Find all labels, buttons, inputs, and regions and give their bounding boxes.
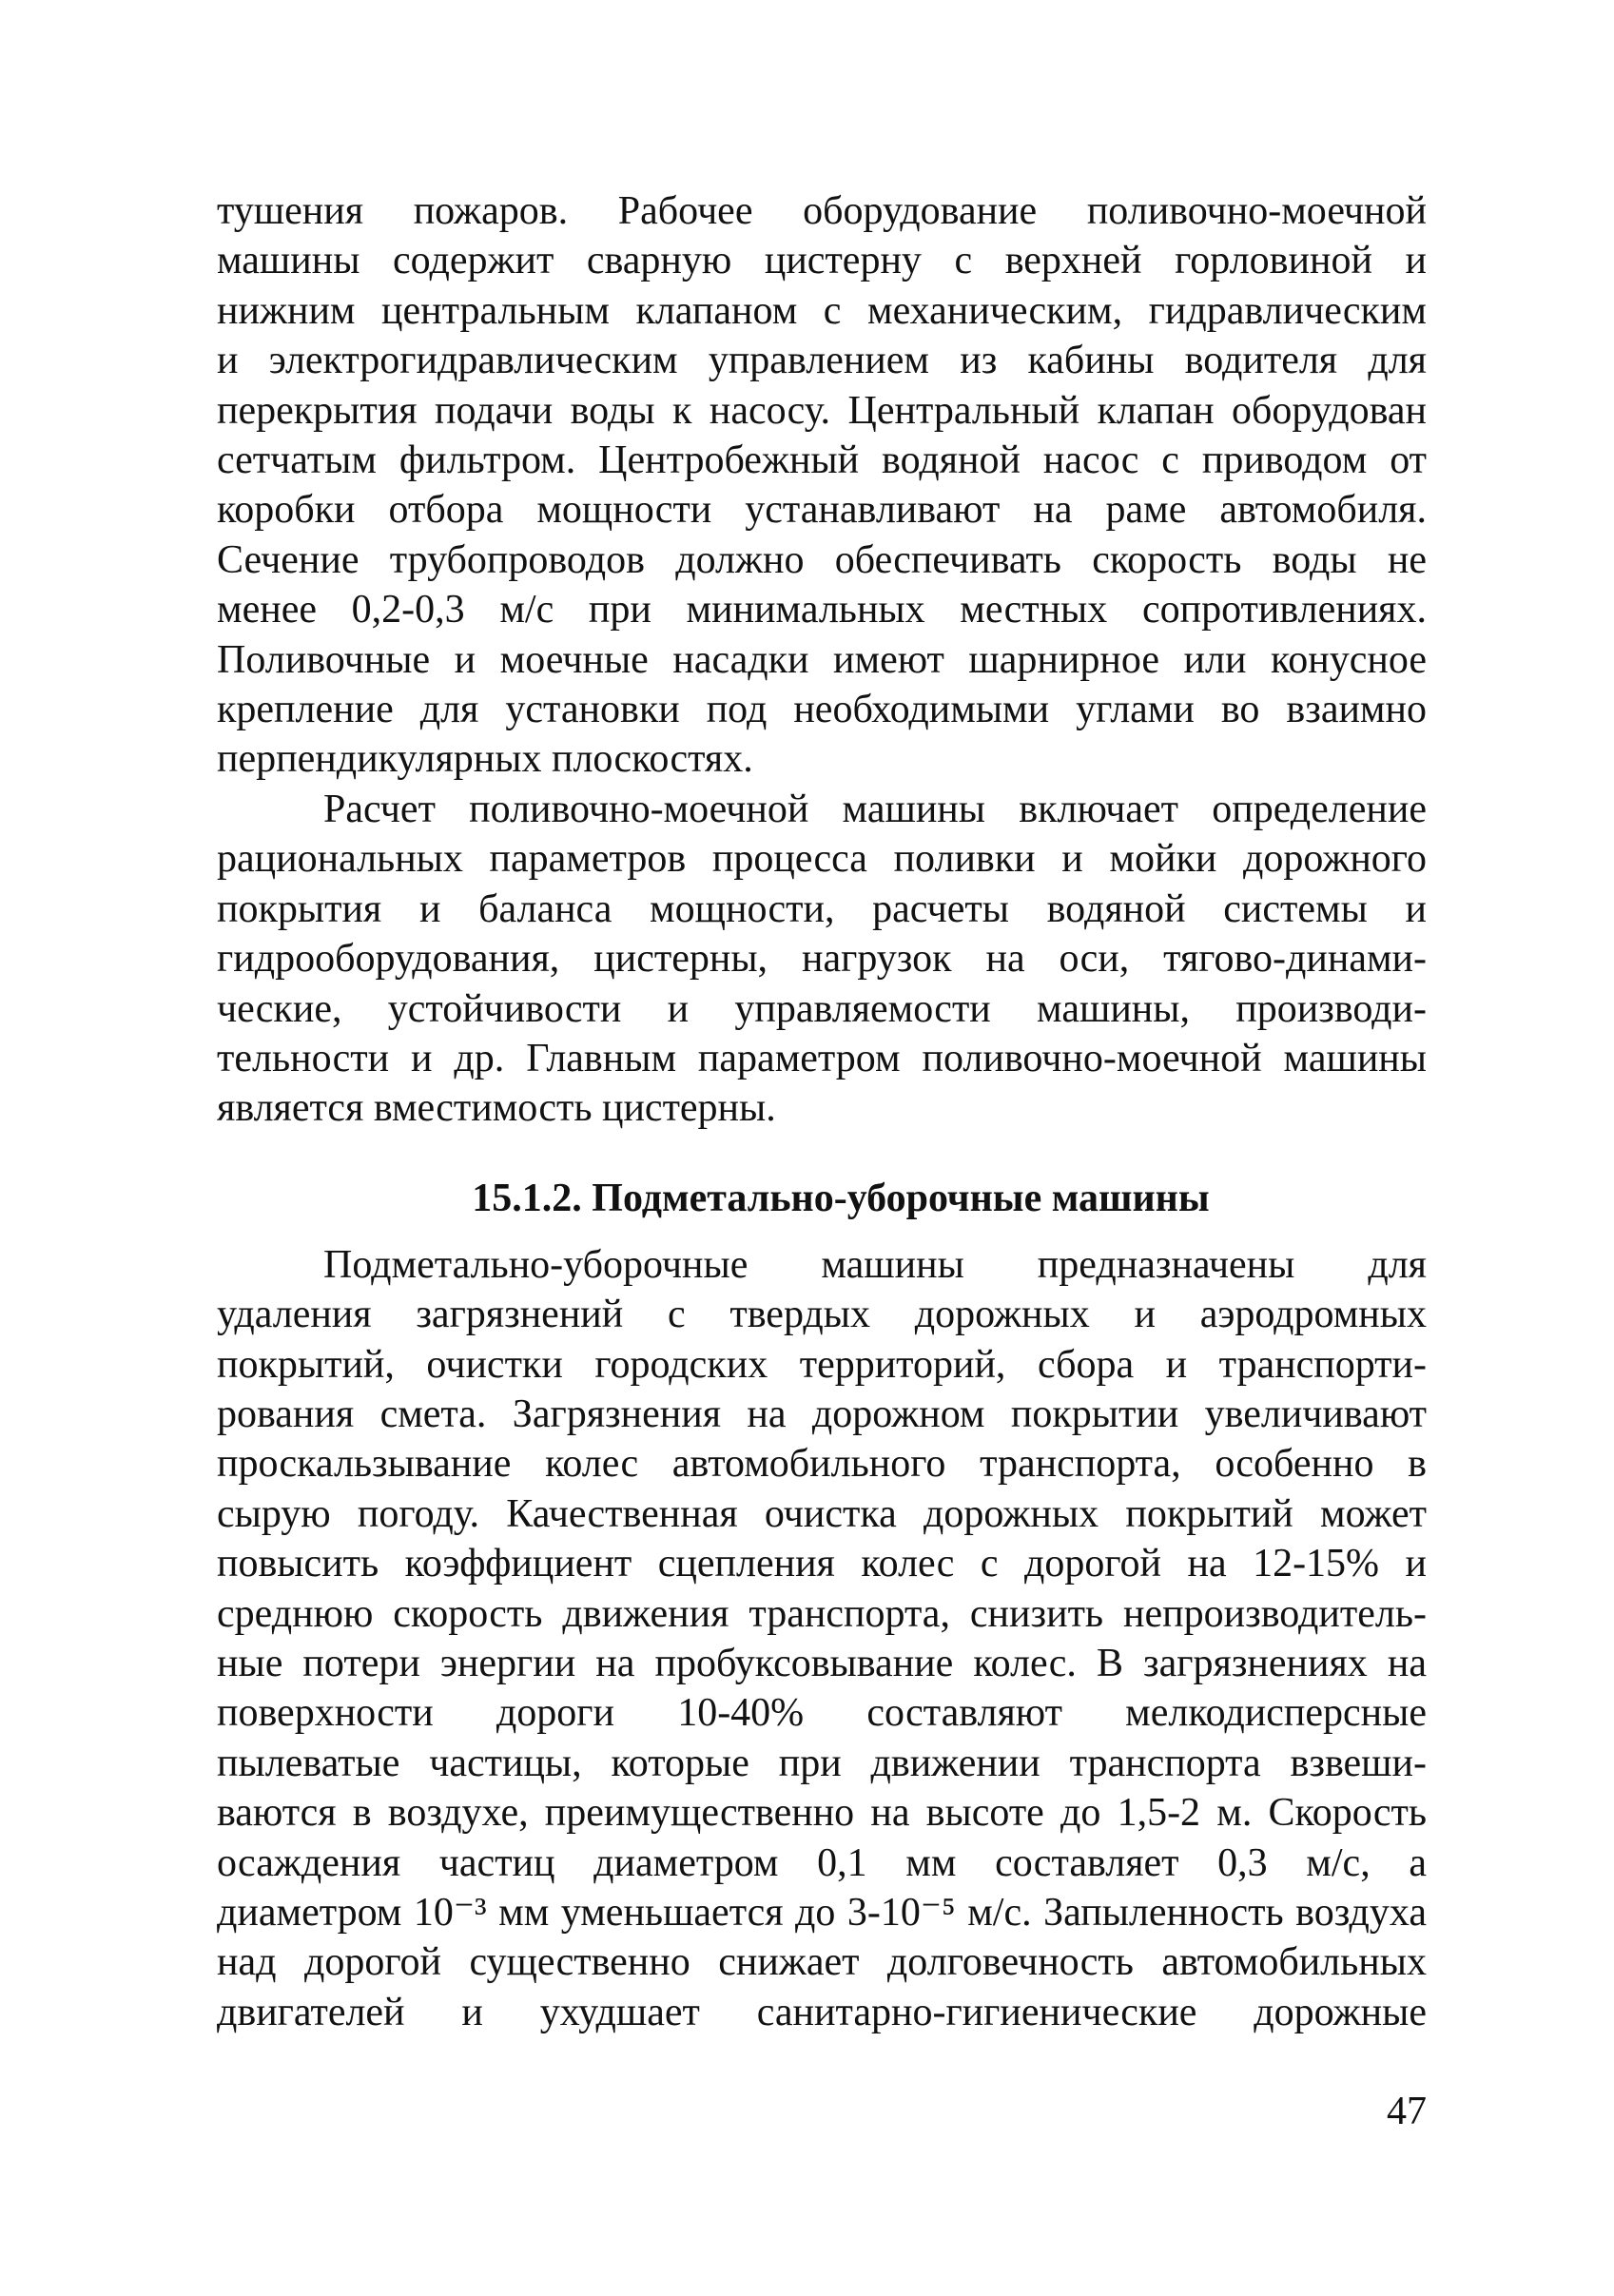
text-line: крепление для установки под необходимыми углами во взаимно — [217, 688, 1427, 732]
text-line: ные потери энергии на пробуксовывание колес. В загрязнениях на — [217, 1641, 1427, 1685]
text-line: перекрытия подачи воды к насосу. Центральный клапан оборудован — [217, 388, 1427, 433]
spacer — [217, 1134, 1427, 1174]
text-line: пылеватые частицы, которые при движении транспорта взвеши- — [217, 1741, 1427, 1785]
text-line: тушения пожаров. Рабочее оборудование поливочно-моечной — [217, 189, 1427, 233]
text-line: сырую погоду. Качественная очистка дорожных покрытий может — [217, 1491, 1427, 1536]
text-line: сетчатым фильтром. Центробежный водяной насос с приводом от — [217, 438, 1427, 483]
text-line: рациональных параметров процесса поливки и мойки дорожного — [217, 837, 1427, 882]
text-line: осаждения частиц диаметром 0,1 мм составляет 0,3 м/с, а — [217, 1840, 1427, 1885]
document-page — [217, 186, 1427, 2184]
text-line: перпендикулярных плоскостях. — [217, 737, 753, 782]
text-line: поверхности дороги 10-40% составляют мелкодисперсные — [217, 1691, 1427, 1736]
paragraph-sweeping-machines — [217, 1240, 1427, 2038]
text-line: и электрогидравлическим управлением из кабины водителя для — [217, 339, 1427, 383]
text-line: ческие, устойчивости и управляемости машины, производи- — [217, 986, 1427, 1031]
text-line: двигателей и ухудшает санитарно-гигиенические дорожные — [217, 1990, 1427, 2034]
section-heading: 15.1.2. Подметально-уборочные машины — [472, 1176, 1210, 1220]
text-line: удаления загрязнений с твердых дорожных и аэродромных — [217, 1293, 1427, 1337]
text-line: диаметром 10⁻³ мм уменьшается до 3-10⁻⁵ м/с. Запыленность воздуха — [217, 1891, 1427, 1935]
text-line: коробки отбора мощности устанавливают на раме автомобиля. — [217, 488, 1427, 533]
text-line: машины содержит сварную цистерну с верхней горловиной и — [217, 239, 1427, 283]
text-line: менее 0,2-0,3 м/с при минимальных местных сопротивлениях. — [217, 588, 1427, 632]
text-line: рования смета. Загрязнения на дорожном покрытии увеличивают — [217, 1391, 1427, 1436]
text-line: тельности и др. Главным параметром поливочно-моечной машины — [217, 1036, 1427, 1080]
text-line: покрытий, очистки городских территорий, сбора и транспорти- — [217, 1342, 1427, 1387]
text-line: Поливочные и моечные насадки имеют шарнирное или конусное — [217, 637, 1427, 682]
text-line: Подметально-уборочные машины предназначены для — [323, 1242, 1427, 1287]
paragraph-irrigation-equipment — [217, 186, 1427, 785]
text-line: проскальзывание колес автомобильного транспорта, особенно в — [217, 1442, 1427, 1487]
paragraph-machine-calculation — [217, 785, 1427, 1134]
text-line: является вместимость цистерны. — [217, 1086, 776, 1131]
text-line: ваются в воздухе, преимущественно на высоте до 1,5-2 м. Скорость — [217, 1791, 1427, 1836]
text-line: среднюю скорость движения транспорта, снизить непроизводитель- — [217, 1591, 1427, 1636]
spacer — [217, 1223, 1427, 1240]
text-line: над дорогой существенно снижает долговечность автомобильных — [217, 1940, 1427, 1985]
text-line: нижним центральным клапаном с механическим, гидравлическим — [217, 288, 1427, 333]
text-line: покрытия и баланса мощности, расчеты водяной системы и — [217, 886, 1427, 931]
text-line: гидрооборудования, цистерны, нагрузок на оси, тягово-динами- — [217, 937, 1427, 982]
page-number: 47 — [1387, 2090, 1427, 2133]
text-line: повысить коэффициент сцепления колес с дорогой на 12-15% и — [217, 1542, 1427, 1586]
text-line: Сечение трубопроводов должно обеспечивать скорость воды не — [217, 537, 1427, 582]
text-line: Расчет поливочно-моечной машины включает определение — [323, 787, 1427, 831]
